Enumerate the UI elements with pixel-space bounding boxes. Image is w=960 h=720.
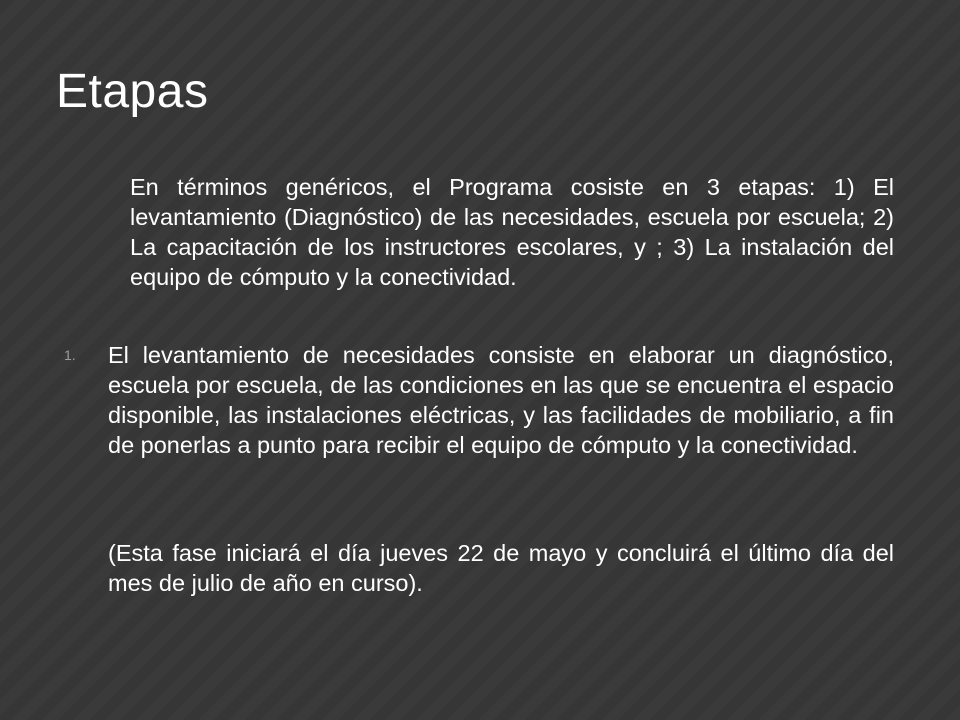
stage-list <box>64 340 894 460</box>
list-item-text: El levantamiento de necesidades consiste en elaborar un diagnóstico, escuela por escuela, de las condiciones en las que se encuentra el espacio disponible, las instalaciones eléctricas, y las facilidades de mobiliario, a fin de ponerlas a punto para recibir el equipo de cómputo y la conectividad. <box>108 342 894 458</box>
intro-paragraph: En términos genéricos, el Programa cosiste en 3 etapas: 1) El levantamiento (Diagnóstico) de las necesidades, escuela por escuela; 2) La capacitación de los instructores escolares, y ; 3) La instalación del equipo de cómputo y la conectividad. <box>130 174 894 290</box>
slide-title: Etapas <box>56 65 209 118</box>
list-item-number: 1. <box>64 347 76 363</box>
list-item <box>64 340 894 460</box>
note-paragraph: (Esta fase iniciará el día jueves 22 de mayo y concluirá el último día del mes de julio de año en curso). <box>108 540 894 596</box>
